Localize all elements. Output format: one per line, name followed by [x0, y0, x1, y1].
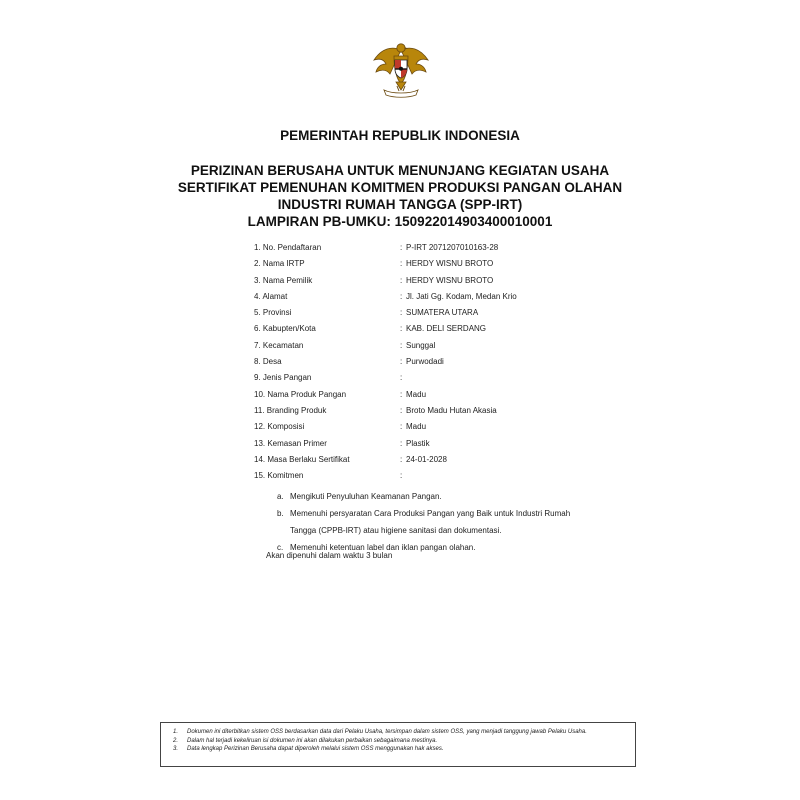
footnote-text: Dalam hal terjadi kekeliruan isi dokumen ini akan dilakukan perbaikan sebagaimana mestinya.	[187, 737, 438, 744]
footnote	[173, 738, 635, 747]
footnotes-box	[160, 722, 636, 767]
field-label: 5. Provinsi	[254, 308, 292, 318]
field-label: 4. Alamat	[254, 291, 288, 301]
field-value: 24-01-2028	[406, 454, 447, 464]
komitmen-mark: c.	[277, 543, 284, 552]
field-colon: :	[400, 340, 403, 350]
garuda-emblem-icon	[370, 38, 432, 100]
title-line: PERIZINAN BERUSAHA UNTUK MENUNJANG KEGIATAN USAHA	[190, 163, 610, 178]
field-colon: :	[400, 422, 403, 432]
field-colon: :	[400, 471, 403, 481]
field-label: 12. Komposisi	[254, 422, 305, 432]
field-value: HERDY WISNU BROTO	[406, 259, 494, 269]
document-title	[0, 162, 800, 230]
fulfillment-note: Akan dipenuhi dalam waktu 3 bulan	[266, 551, 393, 560]
field-colon: :	[400, 259, 403, 269]
field-value: HERDY WISNU BROTO	[406, 275, 494, 285]
field-colon: :	[400, 389, 403, 399]
field-label: 14. Masa Berlaku Sertifikat	[254, 454, 350, 464]
footnote	[173, 746, 635, 755]
komitmen-text: Tangga (CPPB-IRT) atau higiene sanitasi dan dokumentasi.	[290, 526, 502, 535]
field-label: 2. Nama IRTP	[254, 259, 305, 269]
field-label: 11. Branding Produk	[254, 405, 327, 415]
field-colon: :	[400, 243, 403, 252]
field-value: KAB. DELI SERDANG	[406, 324, 487, 334]
field-colon: :	[400, 308, 403, 318]
field-value: Madu	[406, 422, 427, 432]
field-label: 13. Kemasan Primer	[254, 438, 327, 448]
field-label: 15. Komitmen	[254, 471, 304, 481]
footnote-number: 2.	[173, 737, 179, 744]
footnote-text: Data lengkap Perizinan Berusaha dapat diperoleh melalui sistem OSS menggunakan hak akses.	[187, 746, 444, 752]
field-colon: :	[400, 357, 403, 367]
field-value: Sunggal	[406, 340, 436, 350]
title-line-lampiran: LAMPIRAN PB-UMKU: 150922014903400010001	[247, 214, 553, 229]
field-colon: :	[400, 275, 403, 285]
field-value: Purwodadi	[406, 357, 444, 367]
komitmen-text: Memenuhi ketentuan label dan iklan pangan olahan.	[290, 543, 476, 552]
field-label: 7. Kecamatan	[254, 340, 304, 350]
footnote-text: Dokumen ini diterbitkan sistem OSS berdasarkan data dari Pelaku Usaha, tersimpan dalam sistem OSS, yang menjadi tanggung jawab Pelaku Usaha.	[187, 729, 587, 735]
field-label: 9. Jenis Pangan	[254, 373, 312, 383]
field-label: 10. Nama Produk Pangan	[254, 389, 347, 399]
field-colon: :	[400, 373, 403, 383]
field-colon: :	[400, 405, 403, 415]
field-value: Plastik	[406, 438, 430, 448]
komitmen-text: Memenuhi persyaratan Cara Produksi Pangan yang Baik untuk Industri Rumah	[290, 509, 571, 518]
field-colon: :	[400, 291, 403, 301]
field-value: Broto Madu Hutan Akasia	[406, 405, 497, 415]
field-value: Madu	[406, 389, 427, 399]
field-label: 1. No. Pendaftaran	[254, 243, 322, 252]
komitmen-mark: b.	[277, 509, 284, 518]
field-value: P-IRT 2071207010163-28	[406, 243, 499, 252]
field-label: 8. Desa	[254, 357, 282, 367]
komitmen-mark: a.	[277, 492, 284, 501]
field-value: Jl. Jati Gg. Kodam, Medan Krio	[406, 291, 517, 301]
field-colon: :	[400, 438, 403, 448]
footnote-number: 3.	[173, 746, 179, 752]
field-colon: :	[400, 454, 403, 464]
field-label: 6. Kabupten/Kota	[254, 324, 316, 334]
footnote-number: 1.	[173, 729, 179, 735]
title-line: SERTIFIKAT PEMENUHAN KOMITMEN PRODUKSI PANGAN OLAHAN	[177, 180, 623, 195]
footnote	[173, 729, 635, 738]
field-label: 3. Nama Pemilik	[254, 275, 313, 285]
title-line: INDUSTRI RUMAH TANGGA (SPP-IRT)	[277, 197, 523, 212]
komitmen-text: Mengikuti Penyuluhan Keamanan Pangan.	[290, 492, 442, 501]
government-heading: PEMERINTAH REPUBLIK INDONESIA	[280, 128, 520, 143]
field-colon: :	[400, 324, 403, 334]
field-value: SUMATERA UTARA	[406, 308, 479, 318]
